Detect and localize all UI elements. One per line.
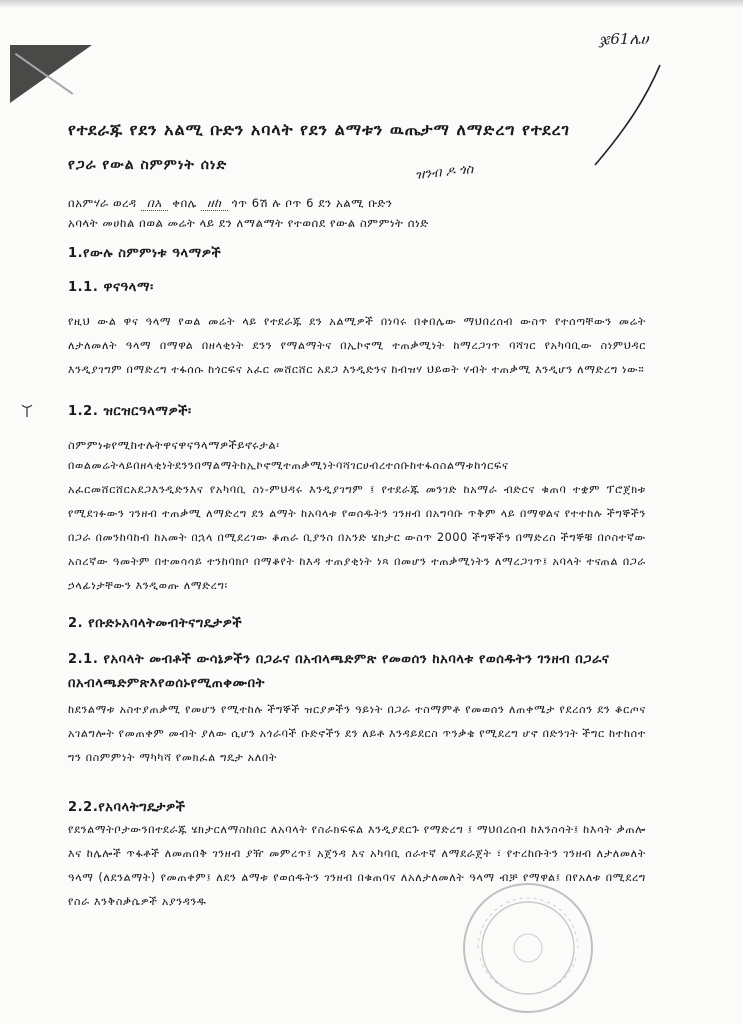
kebele-fill: ዘከ	[201, 196, 227, 211]
woreda-fill: በአ	[141, 196, 168, 211]
section-1-1-text: የዚህ ውል ዋና ዓላማ የወል መሬት ላይ የተደራጁ ደን አልሚዎች በነባሩ በቀበሌው ማህበረሰብ ውስጥ የተሰጣቸውን መሬት ለታለመለት ዓላማ በማዋል በዘላቂነት ደንን የማልማትና በኢኮኖሚ ተጠቃሚነት ከማረጋገጥ ባሻገር የአካባቢው ስነምህዳር እንዲያገግም በማድረግ ተፋሰሱ ከጎርፍና አፈር መሸርሸር አደጋ እንዲድንና ከብዝሃ ህይወት ሃብት ተጠቃሚ እንዲሆን ለማድረግ ነው።	[68, 315, 646, 376]
section-2-1-heading: 2.1. የአባላት መብቶች ውሳኔዎችን በጋራና በአብላጫድምጽ የመወሰን ከአባላቱ የወሰዱትን ገንዘብ በጋራና በአብላጫድምጽእየወሰኑየሚጠቀሙበት	[68, 652, 610, 691]
intro-text-b: ቀበሌ	[172, 196, 197, 210]
section-2-2-heading: 2.2.የአባላትግዴታዎች	[68, 800, 186, 815]
intro-text-a: በአምሃራ ወረዳ	[68, 196, 137, 210]
punch-hole-icon	[20, 403, 34, 419]
document-subtitle: የጋራ የውል ስምምነት ሰነድ	[68, 157, 228, 173]
section-2-1-text: ከደንልማቱ አስተያጠቃሚ የመሆን የሚተከሉ ችግኞች ዝርያዎችን ዓይነት በጋራ ተስማምቶ የመወሰን ለጠቀሜታ የደረሰን ደን ቆርጦና አገልግሎት የመጠቀም መብት ያለው ሲሆን አጎራባች ቡድኖችን ደን ለይቶ እንዳይደርስ ጥንቃቄ የሚደረግ ሆኖ በድንገት ችግር ከተከሰተ ግን በስምምነት ማካካሻ የመክፈል ግዴታ አለበት	[68, 703, 646, 764]
folded-corner	[10, 45, 92, 103]
handwritten-stroke-icon	[585, 60, 665, 170]
section-1-2-heading: 1.2. ዝርዝርዓላማዎች፡	[68, 404, 192, 419]
section-1-heading: 1.የውሉ ስምምነቱ ዓላማዎች	[68, 246, 222, 261]
section-1-2-intro: ስምምነቱየሚከተሉትዋናዋናዓላማዎችይኖሩታል፡	[68, 438, 280, 452]
handwritten-group-name: ዝንብ ዶ ጎስ	[414, 161, 474, 184]
section-1-2-text: በወልመሬትላይበዘላቂነትደንንበማልማትከኢኮኖሚተጠቃሚነትባሻገርሀብረተሰቡከተፋሰስልማቱከጎርፍና አፈርመሸርሸርአደጋእንዲድንእና የአካባቢ ስነ-ምህዳሩ እንዲያገግም ፤ የተደራጁ መንገድ ከአማራ ብድርና ቁጠባ ተቋም ፕሮጀክቱ የሚደገፉውን ገንዘብ ተጠቃሚ ለማድረግ ደን ልማት ከአባላቱ የወሰዱትን ገንዘብ በአግባቡ ጥቅም ላይ በማዋልና የተተከሉ ችግኞችን በጋራ በመንከባከብ ከአመት በኋላ በሚደረገው ቆጠራ ቢያንስ በአንድ ሄክታር ውስጥ 2000 ችግኞችን በማድረስ ችግኞቹ በሶስተኛው አስረኛው ዓመትም በተመሳሳይ ተንከባክቦ በማቆየት ከእዳ ተጠያቂነት ነጻ በመሆን ተጠቃሚነትን ለማረጋገጥ፤ አባላት ተናጠል በጋራ ኃላፊነታቸውን እንዲወጡ ለማድረግ፡	[68, 459, 646, 592]
section-1-1-heading: 1.1. ዋናዓላማ፡	[68, 280, 154, 295]
section-2-2-text: የደንልማትቦታውንበተደራጁ ሄክታርለማስከበር ለአባላት የስራክፍፍል እንዲያደርጉ የማድረግ ፤ ማህበረሰብ ከእንስሳት፤ ከእሳት ቃጠሎ እና ከሌሎች ጥፋቶች ለመጠበቅ ገንዘብ ያዥ መምረጥ፤ አጀንዳ እና አካባቢ ሰራተኛ ለማደራጀት ፣ የተረከቡትን ገንዘብ ለታለመለት ዓላማ (ለደንልማት) የመጠቀም፤ ለደን ልማቱ የወሰዱትን ገንዘብ በቁጠባና ለአለታለመለት ዓላማ ብቻ የማዋል፤ በየአለቱ በሚደረግ የስራ እንቅስቃሴዎች አያንዳንዱ	[68, 823, 646, 908]
scan-edge-shadow	[0, 0, 743, 8]
intro-line-2: አባላት መሀከል በወል መሬት ላይ ደን ለማልማት የተወሰደ የውል ስምምነት ሰነድ	[68, 216, 429, 230]
corner-handwritten-note: ჯ61ሌሀ	[600, 30, 649, 48]
document-title: የተደራጁ የደን አልሚ ቡድን አባላት የደን ልማቱን ዉጤታማ ለማድረግ የተደረገ	[68, 120, 570, 139]
official-stamp-icon	[458, 878, 598, 1018]
intro-text-c: ጎጥ 6ሽ ሉ ቦጥ 6 ደን አልሚ ቡድን	[231, 196, 393, 210]
section-2-heading: 2. የቡድኑአባላትመብትናግዴታዎች	[68, 616, 243, 631]
intro-line-1	[68, 194, 668, 212]
